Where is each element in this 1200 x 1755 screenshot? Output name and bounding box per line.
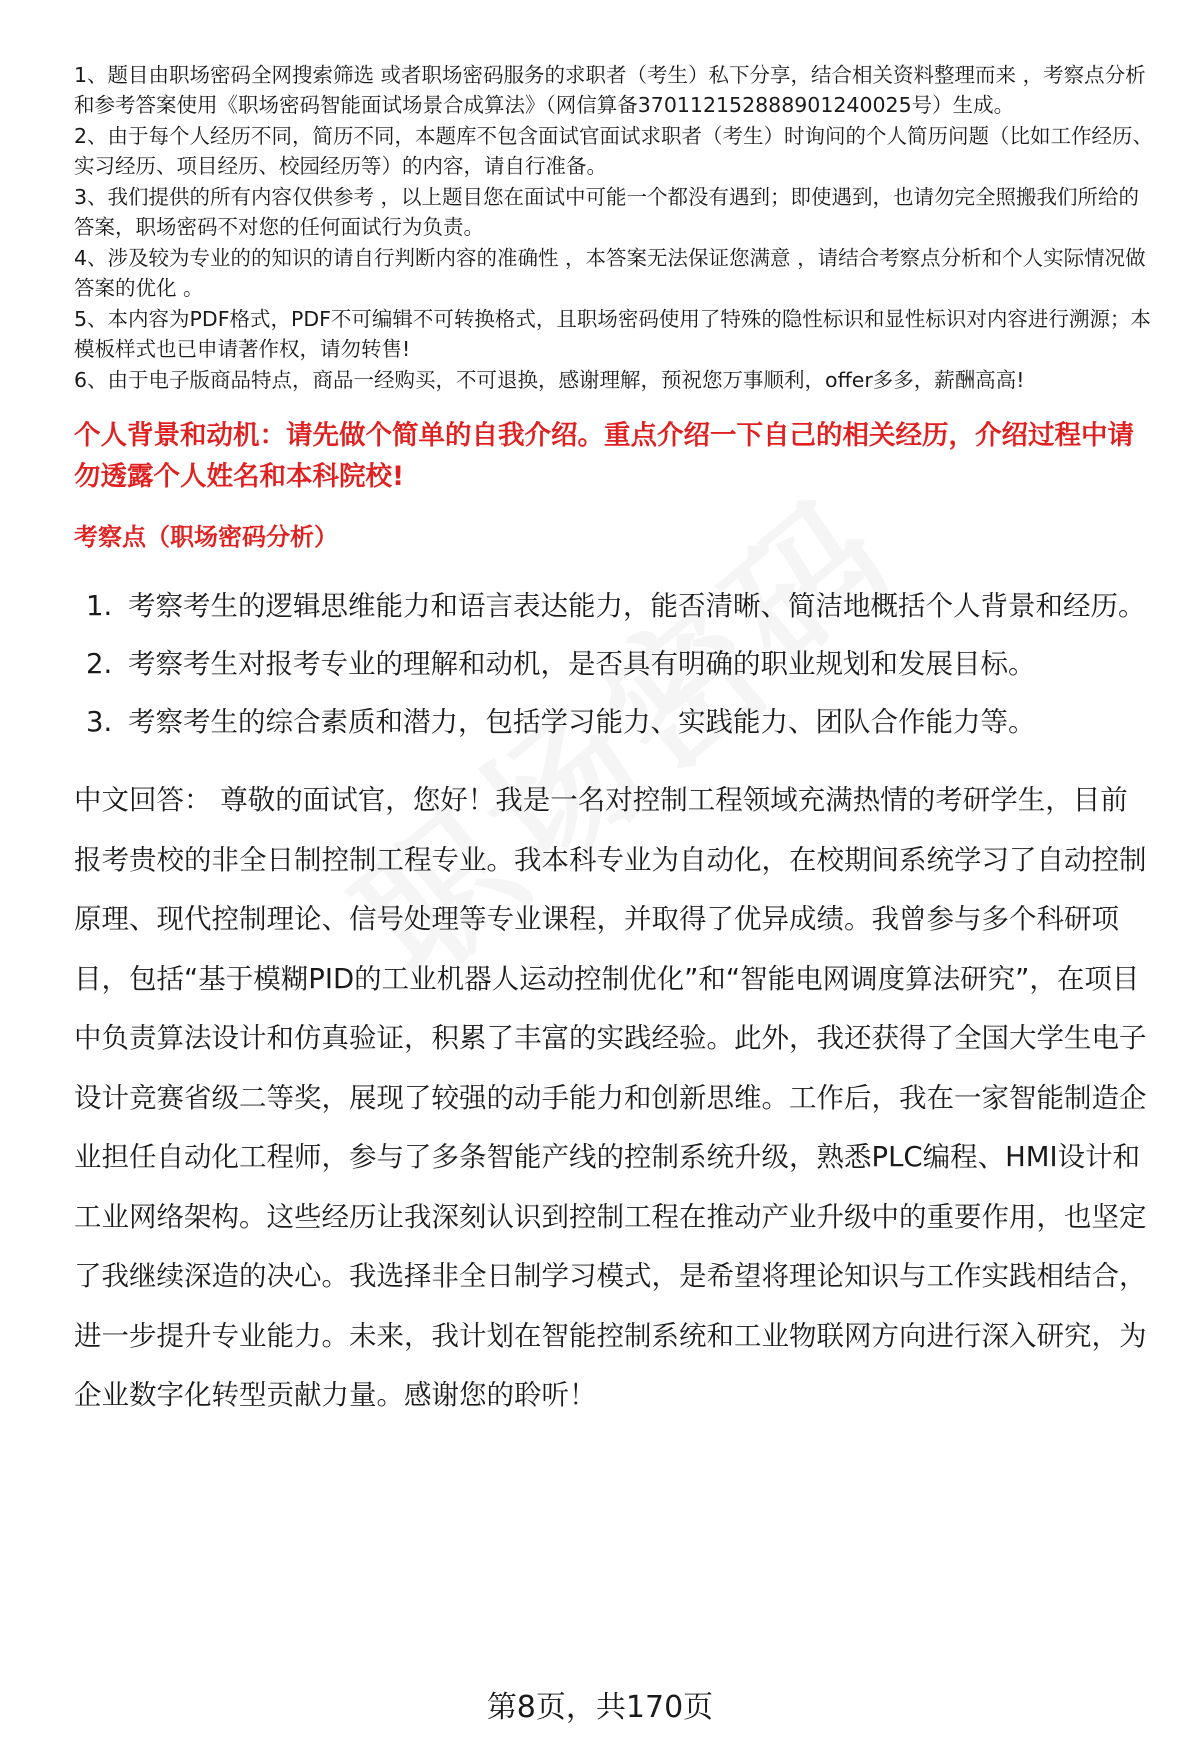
point-number: 2. bbox=[86, 648, 113, 680]
analysis-point bbox=[74, 635, 1154, 693]
notice-item: 2、由于每个人经历不同，简历不同，本题库不包含面试官面试求职者（考生）时询问的个人简历问题（比如工作经历、实习经历、项目经历、校园经历等）的内容，请自行准备。 bbox=[74, 124, 1154, 178]
page-number-footer: 第8页，共170页 bbox=[486, 1690, 714, 1725]
point-number: 3. bbox=[86, 706, 113, 738]
point-text: 考察考生的逻辑思维能力和语言表达能力，能否清晰、简洁地概括个人背景和经历。 bbox=[128, 590, 1146, 622]
answer-paragraph: 中文回答： 尊敬的面试官，您好！我是一名对控制工程领域充满热情的考研学生，目前报考贵校的非全日制控制工程专业。我本科专业为自动化，在校期间系统学习了自动控制原理、现代控制理论、信号处理等专业课程，并取得了优异成绩。我曾参与多个科研项目，包括“基于模糊PID的工业机器人运动控制优化”和“智能电网调度算法研究”，在项目中负责算法设计和仿真验证，积累了丰富的实践经验。此外，我还获得了全国大学生电子设计竞赛省级二等奖，展现了较强的动手能力和创新思维。工作后，我在一家智能制造企业担任自动化工程师，参与了多条智能产线的控制系统升级，熟悉PLC编程、HMI设计和工业网络架构。这些经历让我深刻认识到控制工程在推动产业升级中的重要作用，也坚定了我继续深造的决心。我选择非全日制学习模式，是希望将理论知识与工作实践相结合，进一步提升专业能力。未来，我计划在智能控制系统和工业物联网方向进行深入研究，为企业数字化转型贡献力量。感谢您的聆听！ bbox=[74, 784, 1147, 1411]
notice-list bbox=[74, 60, 1154, 395]
point-text: 考察考生的综合素质和潜力，包括学习能力、实践能力、团队合作能力等。 bbox=[128, 706, 1036, 738]
analysis-points-list bbox=[74, 577, 1154, 751]
point-number: 1. bbox=[86, 590, 113, 622]
point-text: 考察考生对报考专业的理解和动机，是否具有明确的职业规划和发展目标。 bbox=[128, 648, 1036, 680]
question-heading: 个人背景和动机：请先做个简单的自我介绍。重点介绍一下自己的相关经历，介绍过程中请勿透露个人姓名和本科院校! bbox=[74, 420, 1134, 492]
notice-item: 6、由于电子版商品特点，商品一经购买，不可退换，感谢理解，预祝您万事顺利，offer多多，薪酬高高! bbox=[74, 368, 1025, 392]
notice-item: 1、题目由职场密码全网搜索筛选 或者职场密码服务的求职者（考生）私下分享，结合相关资料整理而来 ，考察点分析和参考答案使用《职场密码智能面试场景合成算法》（网信算备370112152888901240025号）生成。 bbox=[74, 63, 1146, 117]
analysis-heading: 考察点（职场密码分析） bbox=[74, 523, 338, 551]
notice-item: 4、涉及较为专业的的知识的请自行判断内容的准确性 ，本答案无法保证您满意 ，请结合考察点分析和个人实际情况做答案的优化 。 bbox=[74, 246, 1146, 300]
notice-item: 5、本内容为PDF格式，PDF不可编辑不可转换格式，且职场密码使用了特殊的隐性标识和显性标识对内容进行溯源；本模板样式也已申请著作权，请勿转售! bbox=[74, 307, 1151, 361]
document-page bbox=[74, 60, 1154, 1426]
analysis-point bbox=[74, 577, 1154, 635]
analysis-point bbox=[74, 693, 1154, 751]
notice-item: 3、我们提供的所有内容仅供参考 ，以上题目您在面试中可能一个都没有遇到；即使遇到，也请勿完全照搬我们所给的答案，职场密码不对您的任何面试行为负责。 bbox=[74, 185, 1140, 239]
